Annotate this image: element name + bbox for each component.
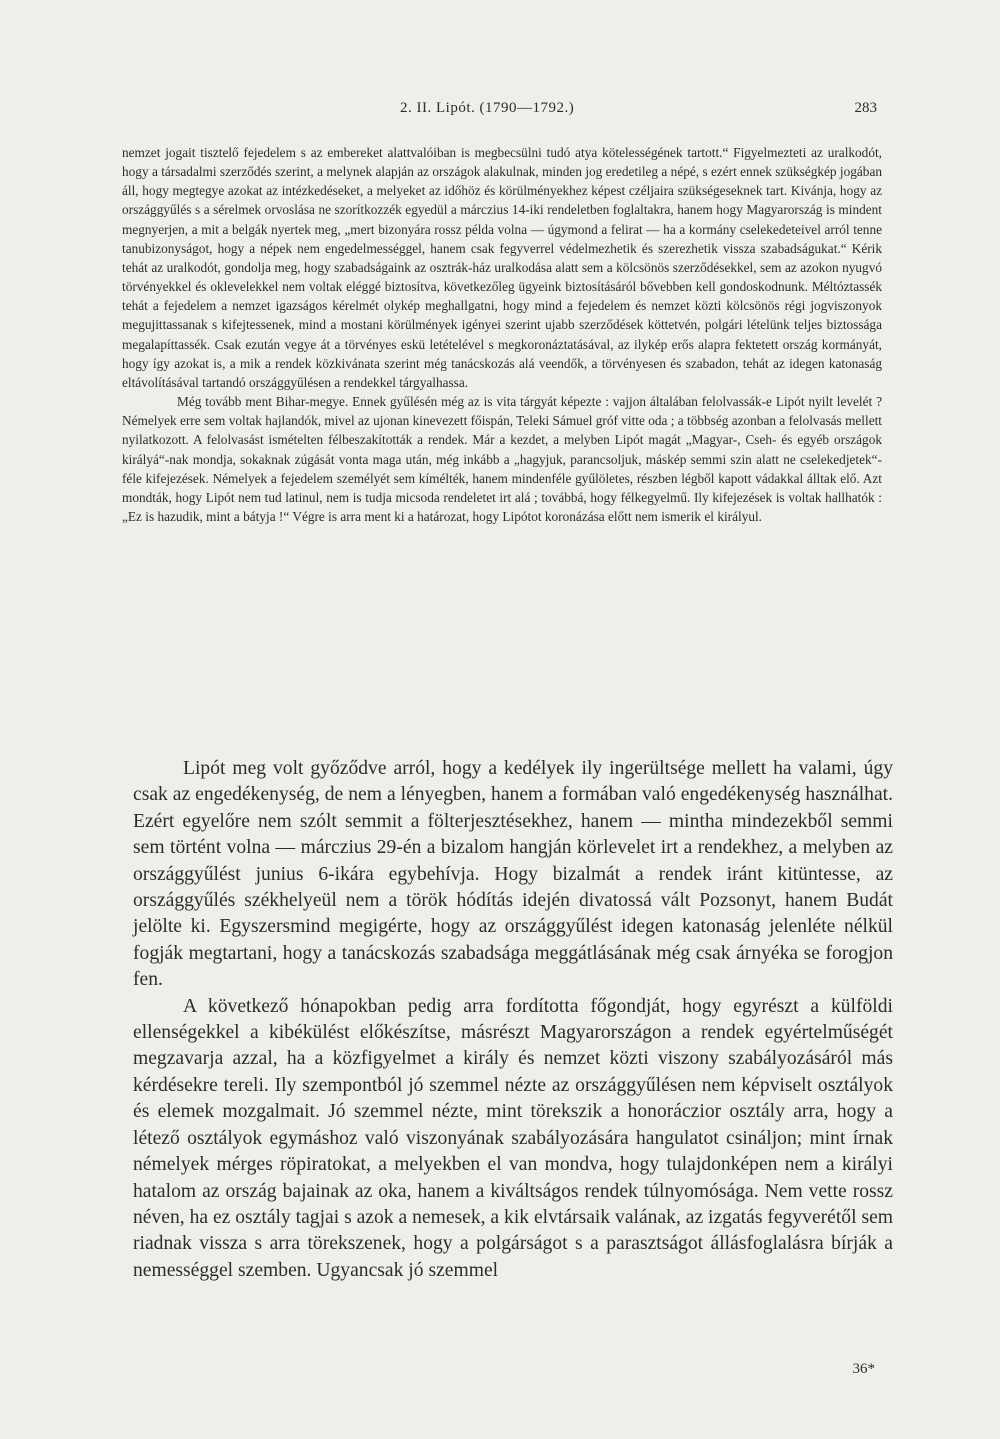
main-text-section: [133, 756, 893, 1284]
small-paragraph-1: nemzet jogait tisztelő fejedelem s az embereket alattvalóiban is megbecsülni tudó atya kötelességének tartott.“ Figyelmezteti az uralkodót, hogy a társadalmi szerződés szerint, a melynek alapján az országok alakulnak, minden jog eredetileg a népé, s ezért ennek szükségkép jogában áll, hogy megtegye azokat az intézkedéseket, a melyeket az időhöz és körülményekhez képest czéljaira szükségeseknek tart. Kivánja, hogy az országgyűlés s a sérelmek orvoslása ne szorítkozzék egyedül a márczius 14-iki rendeletben foglaltakra, hanem hogy Magyarország is mindent megnyerjen, a mit a belgák nyertek meg, „mert bizonyára rossz példa volna — úgymond a felirat — ha a kormány cselekedeteivel arról tenne tanubizonyságot, hogy a népek nem engedelmességgel, hanem csak fegyverrel védelmezhetik és szerezhetik vissza szabadságukat.“ Kérik tehát az uralkodót, gondolja meg, hogy szabadságaink az osztrák-ház uralkodása alatt sem a kölcsönös szerződésekkel, sem az azokon nyugvó törvényekkel és oklevelekkel nem voltak eléggé biztosítva, következőleg ügyeink biztosításáról bővebben kell gondoskodnunk. Méltóztassék tehát a fejedelem a nemzet igazságos kérelmét olykép meghallgatni, hogy mind a fejedelem és nemzet közti kölcsönös régi jogviszonyok megujittassanak s kifejtessenek, mind a mostani körülmények igényei szerint ujabb szerződések köttetvén, polgári lételünk teljes biztossága megalapíttassék. Csak ezután vegye át a törvényes eskü letételével s megkoronáztatásával, az ilykép erős alapra fektetett ország kormányát, hogy így azokat is, a mik a rendek közkivánata szerint még tanácskozás alá veendők, a törvényesen és szabadon, tehát az idegen katonaság eltávolításával tartandó országgyűlésen a rendekkel tárgyalhassa.: [122, 145, 882, 390]
running-title: 2. II. Lipót. (1790—1792.): [400, 100, 575, 116]
small-print-section: [122, 143, 882, 526]
small-paragraph-2: Még tovább ment Bihar-megye. Ennek gyűlésén még az is vita tárgyát képezte : vajjon általában felolvassák-e Lipót nyilt levelét ? Némelyek erre sem voltak hajlandók, mivel az ujonan kinevezett főispán, Teleki Sámuel gróf vitte oda ; a többség azonban a felolvasás mellett nyilatkozott. A felolvasást ismételten félbeszakították a rendek. Már a kezdet, a melyben Lipót magát „Magyar-, Cseh- és egyéb országok királyá“-nak mondja, sokaknak zúgását vonta maga után, még inkább a „hagyjuk, parancsoljuk, máskép semmi szin alatt ne cselekedjetek“-féle kifejezések. Némelyek a fejedelem személyét sem kímélték, hanem mindenféle gyűlöletes, részben légből kapott vádakkal álltak elő. Azt mondták, hogy Lipót nem tud latinul, nem is tudja micsoda rendeletet irt alá ; továbbá, hogy félkegyelmű. Ily kifejezések is voltak hallhatók : „Ez is hazudik, mint a bátyja !“ Végre is arra ment ki a határozat, hogy Lipótot koronázása előtt nem ismerik el királyul.: [122, 394, 882, 524]
running-head: [125, 100, 877, 124]
signature-mark: 36*: [852, 1361, 875, 1377]
page-number: 283: [854, 100, 877, 116]
main-paragraph-1: Lipót meg volt győződve arról, hogy a kedélyek ily ingerültsége mellett ha valami, úgy csak az engedékenység, de nem a lényegben, hanem a formában való engedékenység használhat. Ezért egyelőre nem szólt semmit a fölterjesztésekhez, hanem — mintha mindezekből semmi sem történt volna — márczius 29-én a bizalom hangján körlevelet irt a rendekhez, a melyben az országgyűlést junius 6-ikára egybehívja. Hogy bizalmát a rendek iránt kitüntesse, az országgyűlés székhelyeül nem a török hódítás idején divatossá vált Pozsonyt, hanem Budát jelölte ki. Egyszersmind megigérte, hogy az országgyűlést idegen katonaság jelenléte nélkül fogják megtartani, hogy a tanácskozás szabadsága meggátlásának még csak árnyéka se forogjon fen.: [133, 758, 893, 991]
main-paragraph-2: A következő hónapokban pedig arra fordította főgondját, hogy egyrészt a külföldi ellenségekkel a kibékülést előkészítse, másrészt Magyarországon a rendek egyértelműségét megzavarja azzal, ha a közfigyelmet a király és nemzet közti viszony szabályozásáról más kérdésekre tereli. Ily szempontból jó szemmel nézte az országgyűlésen nem képviselt osztályok és elemek mozgalmait. Jó szemmel nézte, mint törekszik a honoráczior osztály arra, hogy a létező osztályok egymáshoz való viszonyának szabályozására hangulatot csináljon; mint írnak némelyek mérges röpiratokat, a melyekben el van mondva, hogy tulajdonképen nem a királyi hatalom az ország bajainak az oka, hanem a kiváltságos rendek túlnyomósága. Nem vette rossz néven, ha ez osztály tagjai s azok a nemesek, a kik elvtársaik valának, az izgatás fegyverétől sem riadnak vissza s arra törekszenek, hogy a polgárságot s a parasztságot állásfoglalásra bírják a nemességgel szemben. Ugyancsak jó szemmel: [133, 995, 894, 1281]
